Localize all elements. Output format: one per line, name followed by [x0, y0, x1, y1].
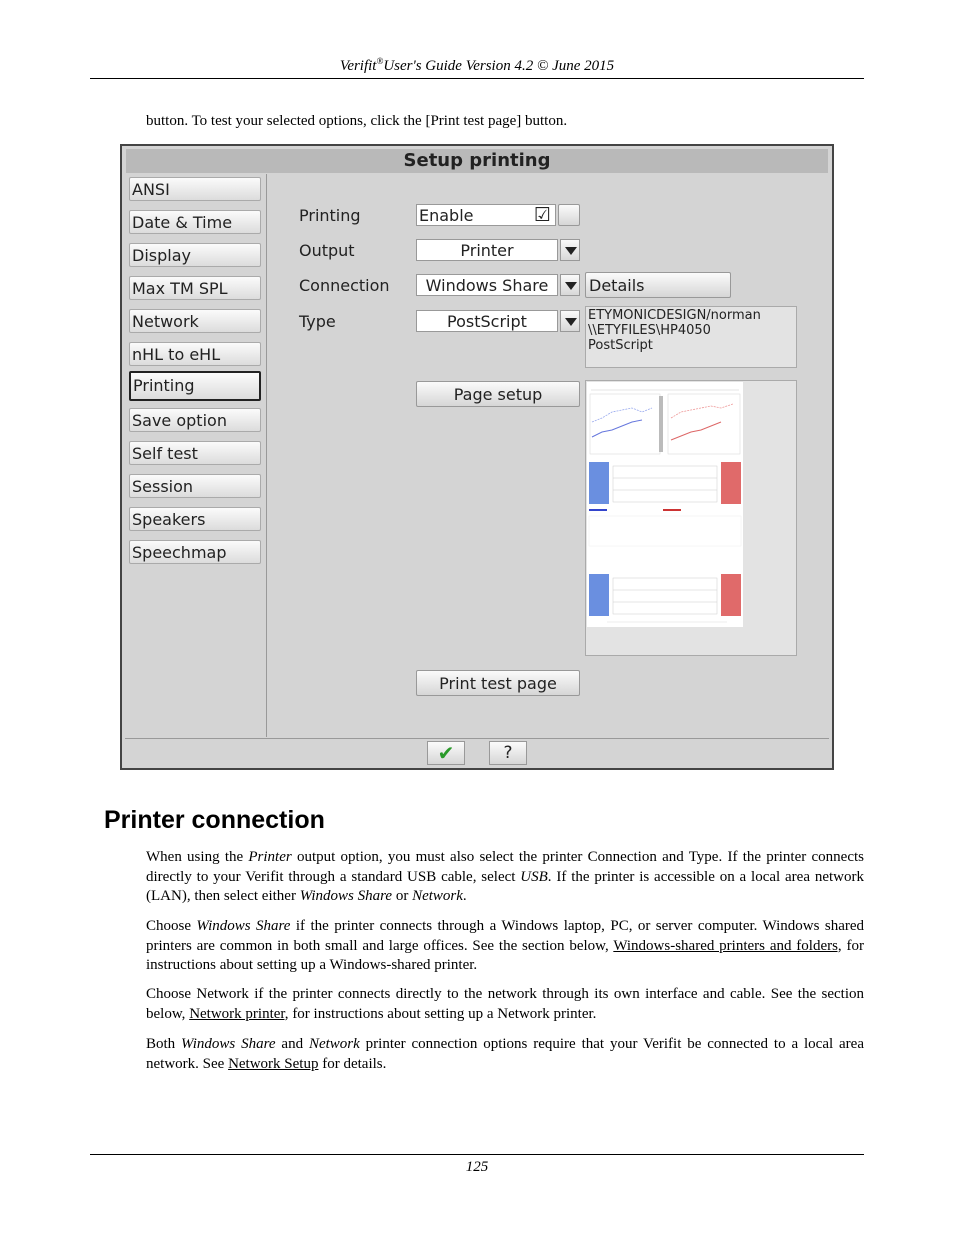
paragraph-3 — [146, 985, 864, 1024]
header-rest: User's Guide Version 4.2 © June 2015 — [383, 58, 615, 74]
dialog-bottom-bar — [125, 738, 829, 766]
text: for details. — [318, 1055, 387, 1072]
text: for instructions about setting up a Windows-shared printer. — [146, 937, 864, 973]
printing-extra-button[interactable] — [558, 204, 580, 226]
paragraph-1 — [146, 848, 864, 907]
emphasis: Windows Share — [181, 1036, 276, 1052]
paragraph-2 — [146, 917, 864, 976]
print-test-page-button[interactable]: Print test page — [416, 670, 580, 696]
print-preview-thumbnail — [587, 382, 743, 627]
text: Choose — [146, 918, 197, 934]
printer-info-box — [585, 306, 797, 368]
text: When using the — [146, 849, 249, 865]
output-select[interactable]: Printer — [416, 239, 558, 261]
emphasis: Windows Share — [196, 918, 291, 934]
link-network-printer[interactable]: Network printer, — [189, 1005, 289, 1022]
print-preview-image — [587, 382, 743, 627]
printing-enable-field[interactable] — [416, 204, 556, 226]
output-label: Output — [299, 241, 355, 260]
emphasis: Printer — [248, 849, 292, 865]
connection-select[interactable]: Windows Share — [416, 274, 558, 296]
text: printer connection options require that your Verifit be connected to a local area network. See — [146, 1036, 864, 1072]
text: output option, you must also select the printer Connection and Type. If the printer connects directly to your Verifit through a standard USB cable, select — [146, 849, 864, 885]
sidebar-item-network[interactable]: Network — [129, 309, 261, 333]
sidebar-item-printing[interactable]: Printing — [129, 371, 261, 401]
connection-dropdown-icon[interactable] — [560, 274, 580, 296]
footer-rule — [90, 1154, 864, 1155]
printer-info-line: ETYMONICDESIGN/norman — [588, 308, 761, 323]
printing-label: Printing — [299, 206, 361, 225]
type-select[interactable]: PostScript — [416, 310, 558, 332]
sidebar-item-nhl-to-ehl[interactable]: nHL to eHL — [129, 342, 261, 366]
link-network-setup[interactable]: Network Setup — [228, 1055, 319, 1072]
type-label: Type — [299, 312, 336, 331]
sidebar-item-speakers[interactable]: Speakers — [129, 507, 261, 531]
header-rule — [90, 78, 864, 79]
text: for instructions about setting up a Network printer. — [288, 1005, 597, 1022]
text: Choose Network if the printer connects directly to the network through its own interface and cable. See the section below, — [146, 986, 864, 1022]
connection-label: Connection — [299, 276, 390, 295]
running-header — [90, 56, 864, 75]
emphasis: Windows Share — [299, 888, 393, 904]
text: . If the printer is accessible on a local area network (LAN), then select either — [146, 868, 864, 904]
sidebar-item-session[interactable]: Session — [129, 474, 261, 498]
header-brand: Verifit — [339, 58, 377, 74]
text: or — [392, 888, 413, 904]
text: . — [462, 888, 467, 904]
sidebar-item-date-time[interactable]: Date & Time — [129, 210, 261, 234]
details-button[interactable]: Details — [585, 272, 731, 298]
sidebar — [125, 174, 267, 737]
paragraph-4 — [146, 1035, 864, 1074]
text: Both — [146, 1036, 182, 1052]
printer-info-line: \\ETYFILES\HP4050 — [588, 323, 711, 338]
setup-printing-screenshot — [120, 144, 834, 770]
header-reg: ® — [376, 56, 384, 66]
sidebar-item-self-test[interactable]: Self test — [129, 441, 261, 465]
printer-info-line: PostScript — [588, 338, 653, 353]
sidebar-item-save-option[interactable]: Save option — [129, 408, 261, 432]
text: and — [275, 1036, 309, 1052]
dialog-title: Setup printing — [126, 149, 828, 173]
intro-text: button. To test your selected options, click the [Print test page] button. — [146, 113, 568, 129]
emphasis: Network — [412, 888, 463, 904]
section-title: Printer connection — [104, 806, 325, 834]
emphasis: USB — [520, 868, 548, 885]
sidebar-item-display[interactable]: Display — [129, 243, 261, 267]
page-number: 125 — [465, 1159, 489, 1175]
page-setup-button[interactable]: Page setup — [416, 381, 580, 407]
help-button[interactable]: ? — [489, 741, 527, 765]
checkbox-checked-icon[interactable]: ☑ — [533, 204, 551, 226]
link-windows-shared-printers[interactable]: Windows-shared printers and folders, — [613, 937, 842, 954]
printing-value: Enable — [419, 206, 474, 225]
output-dropdown-icon[interactable] — [560, 239, 580, 261]
type-dropdown-icon[interactable] — [560, 310, 580, 332]
print-preview-frame — [585, 380, 797, 656]
sidebar-item-max-tm-spl[interactable]: Max TM SPL — [129, 276, 261, 300]
sidebar-item-speechmap[interactable]: Speechmap — [129, 540, 261, 564]
emphasis: Network — [308, 1036, 360, 1052]
text: if the printer connects through a Windows laptop, PC, or server computer. Windows shared printers are common in both small and large offices. See the section below, — [146, 918, 865, 954]
ok-check-icon[interactable]: ✔ — [427, 741, 465, 765]
sidebar-item-ansi[interactable]: ANSI — [129, 177, 261, 201]
